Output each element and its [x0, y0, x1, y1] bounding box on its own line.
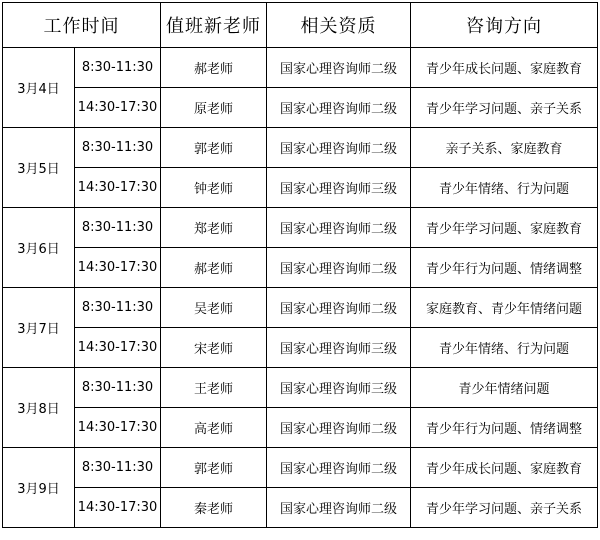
qualification-cell: 国家心理咨询师三级	[267, 168, 411, 208]
direction-cell: 亲子关系、家庭教育	[411, 128, 598, 168]
table-row	[3, 408, 598, 448]
header-teacher: 值班新老师	[161, 3, 267, 48]
table-row	[3, 128, 598, 168]
qualification-cell: 国家心理咨询师二级	[267, 288, 411, 328]
direction-cell: 青少年学习问题、亲子关系	[411, 488, 598, 528]
teacher-cell: 高老师	[161, 408, 267, 448]
table-row	[3, 288, 598, 328]
date-cell: 3月4日	[3, 48, 75, 128]
direction-cell: 青少年成长问题、家庭教育	[411, 48, 598, 88]
teacher-cell: 郭老师	[161, 448, 267, 488]
teacher-cell: 钟老师	[161, 168, 267, 208]
time-cell: 14:30-17:30	[75, 168, 161, 208]
direction-cell: 青少年学习问题、家庭教育	[411, 208, 598, 248]
header-qualification: 相关资质	[267, 3, 411, 48]
table-row	[3, 488, 598, 528]
teacher-cell: 秦老师	[161, 488, 267, 528]
direction-cell: 青少年行为问题、情绪调整	[411, 248, 598, 288]
qualification-cell: 国家心理咨询师二级	[267, 248, 411, 288]
qualification-cell: 国家心理咨询师二级	[267, 208, 411, 248]
table-row	[3, 328, 598, 368]
qualification-cell: 国家心理咨询师二级	[267, 88, 411, 128]
direction-cell: 青少年情绪、行为问题	[411, 168, 598, 208]
date-cell: 3月8日	[3, 368, 75, 448]
time-cell: 8:30-11:30	[75, 48, 161, 88]
header-work-time: 工作时间	[3, 3, 161, 48]
table-row	[3, 88, 598, 128]
duty-schedule-table	[2, 2, 598, 528]
time-cell: 8:30-11:30	[75, 448, 161, 488]
table-row	[3, 48, 598, 88]
direction-cell: 青少年成长问题、家庭教育	[411, 448, 598, 488]
direction-cell: 青少年情绪、行为问题	[411, 328, 598, 368]
direction-cell: 青少年情绪问题	[411, 368, 598, 408]
date-cell: 3月5日	[3, 128, 75, 208]
table-row	[3, 168, 598, 208]
teacher-cell: 郭老师	[161, 128, 267, 168]
header-direction: 咨询方向	[411, 3, 598, 48]
teacher-cell: 原老师	[161, 88, 267, 128]
date-cell: 3月6日	[3, 208, 75, 288]
time-cell: 8:30-11:30	[75, 368, 161, 408]
header-row	[3, 3, 598, 48]
table-row	[3, 208, 598, 248]
teacher-cell: 郝老师	[161, 48, 267, 88]
qualification-cell: 国家心理咨询师二级	[267, 488, 411, 528]
date-cell: 3月9日	[3, 448, 75, 528]
qualification-cell: 国家心理咨询师二级	[267, 128, 411, 168]
teacher-cell: 郑老师	[161, 208, 267, 248]
qualification-cell: 国家心理咨询师二级	[267, 48, 411, 88]
qualification-cell: 国家心理咨询师三级	[267, 328, 411, 368]
time-cell: 14:30-17:30	[75, 408, 161, 448]
teacher-cell: 王老师	[161, 368, 267, 408]
teacher-cell: 宋老师	[161, 328, 267, 368]
time-cell: 14:30-17:30	[75, 88, 161, 128]
time-cell: 14:30-17:30	[75, 488, 161, 528]
time-cell: 8:30-11:30	[75, 208, 161, 248]
date-cell: 3月7日	[3, 288, 75, 368]
table-row	[3, 368, 598, 408]
time-cell: 14:30-17:30	[75, 248, 161, 288]
direction-cell: 家庭教育、青少年情绪问题	[411, 288, 598, 328]
table-row	[3, 448, 598, 488]
direction-cell: 青少年行为问题、情绪调整	[411, 408, 598, 448]
qualification-cell: 国家心理咨询师二级	[267, 408, 411, 448]
teacher-cell: 郝老师	[161, 248, 267, 288]
qualification-cell: 国家心理咨询师二级	[267, 448, 411, 488]
time-cell: 8:30-11:30	[75, 288, 161, 328]
teacher-cell: 吴老师	[161, 288, 267, 328]
table-row	[3, 248, 598, 288]
direction-cell: 青少年学习问题、亲子关系	[411, 88, 598, 128]
time-cell: 8:30-11:30	[75, 128, 161, 168]
qualification-cell: 国家心理咨询师三级	[267, 368, 411, 408]
time-cell: 14:30-17:30	[75, 328, 161, 368]
